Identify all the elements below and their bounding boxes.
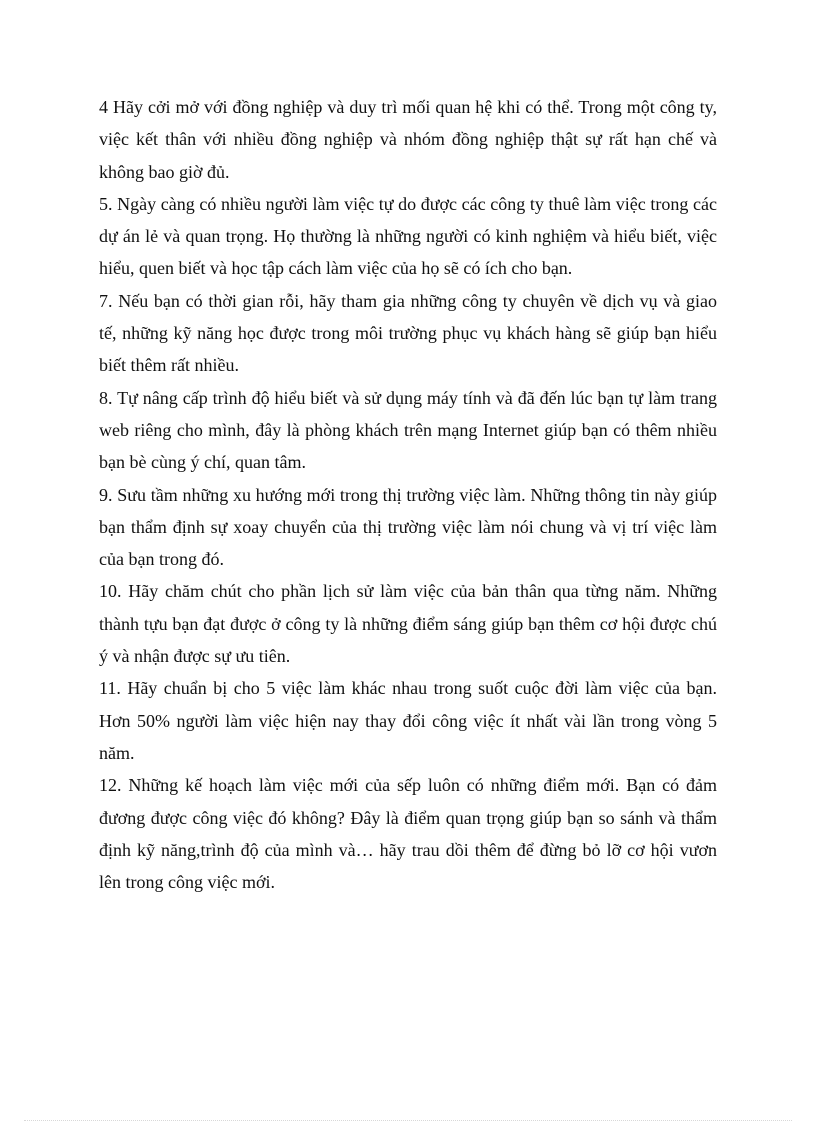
paragraph-tip-11: 11. Hãy chuẩn bị cho 5 việc làm khác nhau trong suốt cuộc đời làm việc của bạn. Hơn 50% người làm việc hiện nay thay đổi công việc ít nhất vài lần trong vòng 5 năm. bbox=[99, 678, 717, 763]
page-bottom-divider bbox=[24, 1120, 792, 1121]
paragraph-tip-12: 12. Những kế hoạch làm việc mới của sếp luôn có những điểm mới. Bạn có đảm đương được công việc đó không? Đây là điểm quan trọng giúp bạn so sánh và thẩm định kỹ năng,trình độ của mình và… hãy trau dồi thêm để đừng bỏ lỡ cơ hội vươn lên trong công việc mới. bbox=[99, 775, 717, 893]
paragraph-tip-9: 9. Sưu tầm những xu hướng mới trong thị trường việc làm. Những thông tin này giúp bạn thẩm định sự xoay chuyển của thị trường việc làm nói chung và vị trí việc làm của bạn trong đó. bbox=[99, 484, 717, 570]
paragraph-tip-4: 4 Hãy cởi mở với đồng nghiệp và duy trì mối quan hệ khi có thể. Trong một công ty, việc kết thân với nhiều đồng nghiệp và nhóm đồng nghiệp thật sự rất hạn chế và không bao giờ đủ. bbox=[99, 97, 717, 182]
paragraph-tip-10: 10. Hãy chăm chút cho phần lịch sử làm việc của bản thân qua từng năm. Những thành tựu bạn đạt được ở công ty là những điểm sáng giúp bạn thêm cơ hội được chú ý và nhận được sự ưu tiên. bbox=[99, 581, 717, 667]
paragraph-tip-7: 7. Nếu bạn có thời gian rỗi, hãy tham gia những công ty chuyên về dịch vụ và giao tế, những kỹ năng học được trong môi trường phục vụ khách hàng sẽ giúp bạn hiểu biết thêm rất nhiều. bbox=[99, 290, 717, 376]
document-body bbox=[99, 91, 717, 898]
paragraph-tip-8: 8. Tự nâng cấp trình độ hiểu biết và sử dụng máy tính và đã đến lúc bạn tự làm trang web riêng cho mình, đây là phòng khách trên mạng Internet giúp bạn có thêm nhiều bạn bè cùng ý chí, quan tâm. bbox=[99, 387, 717, 473]
paragraph-tip-5: 5. Ngày càng có nhiều người làm việc tự do được các công ty thuê làm việc trong các dự án lẻ và quan trọng. Họ thường là những người có kinh nghiệm và hiểu biết, việc hiểu, quen biết và học tập cách làm việc của họ sẽ có ích cho bạn. bbox=[99, 193, 717, 279]
